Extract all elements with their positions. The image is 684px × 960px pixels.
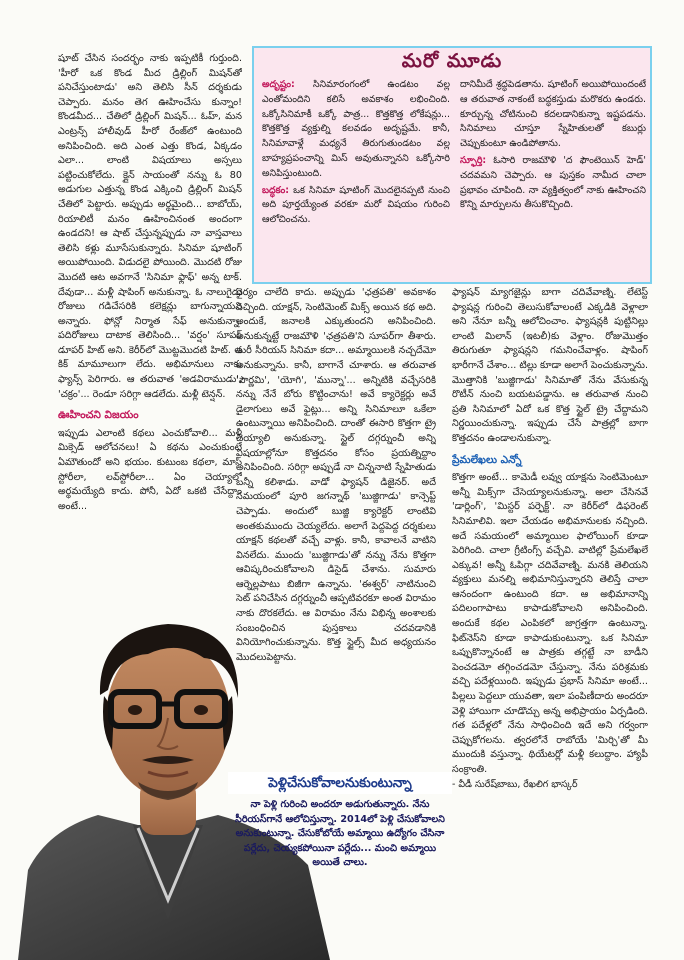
box-keyword: స్ఫూర్తి:: [460, 154, 487, 166]
sidebar-box-three-things: [252, 46, 652, 284]
box-text: ఓసారి రాజమౌళి 'ద ఫౌంటెయిన్ హెడ్' చదవమని చెప్పారు. ఆ పుస్తకం నామీద చాలా ప్రభావం చూపింది. నా వ్యక్తిత్వంలో నాకు ఊహించని కొన్ని మార్పులను తీసుకొచ్చింది.: [460, 154, 646, 211]
box-left-column: [262, 78, 450, 278]
box-keyword: బద్ధకం:: [262, 184, 290, 196]
article-column-1: [58, 52, 242, 512]
box-paragraph-luck: [262, 78, 450, 182]
box-paragraph-continued: [460, 78, 646, 152]
column2-body-paragraph: ధైర్యం చాలేది కాదు. అప్పుడు 'ఛత్రపతి' అవకాశం వచ్చింది. యాక్షన్, సెంటిమెంట్ మిక్స్ అయిన కథ అది. అందుకే, జనాలకి ఎక్కుతుందని అనిపించింది. అనుకున్నట్టే రాజమౌళి 'ఛత్రపతి'ని సూపర్‌గా తీశారు. మరీ సీరియస్ సినిమా కదా... అమ్మాయిలకి నచ్చదేమో అనుకున్నాను. కానీ, బాగానే చూశారు. ఆ తరువాత 'పౌర్ణమి', 'యోగి', 'మున్నా'... అన్నిటికి వచ్చేసరికి నన్ను నేనే బోరు కొట్టించాను! అవే క్యారెక్టర్లు అవే డైలాగులు అవే ఫైట్లు... అన్ని సినిమాలూ ఒకేలా ఉంటున్నాయి అనిపించింది. దాంతో ఈసారి కొత్తగా ట్రై చెయ్యాలి అనుకున్నా. స్టైల్ దగ్గర్నుంచీ అన్ని విషయాల్లోనూ కొత్తదనం కోసం ప్రయత్నిద్దాం అనిపించింది. సరిగ్గా అప్పుడే నా చిన్ననాటి స్నేహితుడు బన్నీ కలిశాడు. వాడో ఫ్యాషన్ డిజైనర్. అదే సమయంలో పూరి జగన్నాథ్ 'బుజ్జిగాడు' కాన్సెప్ట్ చెప్పాడు. అందులో బుజ్జి క్యారెక్టర్ లాంటివి అంతకుముందు చెయ్యలేదు. అలాగే పెద్దపెద్ద దర్శకులు యాక్షన్ కథలతో వచ్చే వాళ్లు. కానీ, కావాలనే వాటిని వినలేదు. ముందు 'బుజ్జిగాడు'తో నన్ను నేను కొత్తగా ఆవిష్కరించుకోవాలని డిసైడ్ చేశాను. సుమారు ఆర్నెల్లపాటు బిజీగా ఉన్నాను. 'ఈశ్వర్' నాటినుంచి సెట్ పనిచేసిన దగ్గర్నుంచీ ఆప్పటివరకూ అంత విరామం నాకు దొరకలేదు. ఆ విరామం నేను విభిన్న అంశాలకు సంబంధించిన పుస్తకాలు చదవడానికి వినియోగించుకున్నాను. కొత్త స్టైల్స్ మీద అధ్యయనం మొదలుపెట్టాను.: [236, 287, 436, 663]
box-keyword: అదృష్టం:: [262, 79, 295, 90]
article-column-3: [452, 286, 648, 896]
box-paragraph-inspiration: [460, 154, 646, 213]
column1-subheading: ఊహించని విజయం: [58, 409, 139, 422]
box-text: ఒక సినిమా షూటింగ్ మొదలైనప్పటి నుంచి అది పూర్తయ్యేంత వరకూ మరో విషయం గురించి ఆలోచించను.: [262, 184, 450, 226]
marriage-box-text: [232, 798, 448, 871]
marriage-quote-box: [228, 772, 452, 900]
box-paragraph-laziness: [262, 184, 450, 228]
column1-body-paragraph: ఇప్పుడు ఎలాంటి కథలు ఎంచుకోవాలి... మళ్లీ మిక్సెడ్ ఆలోచనలు! ఏ కథను ఎంచుకుంటే ఏమౌతుందో అని భయం. కుటుంబ కథలా, మాస్ స్టోరీలా, లవ్‌స్టోరీలా... ఏం చెయ్యాలో అర్థమయ్యేది కాదు. పోనీ, ఏదో ఒకటి చేసేద్దాం అంటే...: [58, 427, 242, 512]
marriage-box-title: పెళ్లిచేసుకోవాలనుకుంటున్నా: [228, 772, 452, 794]
box-title: మరో మూడు: [401, 50, 503, 72]
marriage-quote: నా పెళ్లి గురించి అందరూ అడుగుతున్నారు. నేను సీరియస్‌గానే ఆలోచిస్తున్నా. 2014లో పెళ్లి చేసుకోవాలని అనుకుంటున్నా. చేసుకోబోయే అమ్మాయి ఉద్యోగం చేసినా పర్లేదు, చెయ్యకపోయినా పర్లేదు... మంచి అమ్మాయి అయితే చాలు.: [235, 799, 445, 868]
column3-body-paragraph: కొత్తగా అంటే... కామెడీ లవ్వు యాక్షను సెంటిమెంటూ అన్నీ మిక్స్‌గా చేసెయ్యాలనుకున్నా. అలా చేసినవే 'డార్లింగ్', 'మిస్టర్ పర్ఫెక్ట్'. నా కెరీర్‌లో డిఫరెంట్ సినిమాలివి. ఇలా చేయడం అభిమానులకు నచ్చింది. అదే సమయంలో అమ్మాయిల ఫాలోయింగ్ కూడా పెరిగింది. చాలా గ్రీటింగ్స్ వచ్చేవి. వాటిల్లో ప్రేమలేఖలే ఎక్కువ! అన్నీ ఓపిగ్గా చదివేవాణ్ని. మనకి తెలియని వ్యక్తులు మనల్ని అభిమానిస్తున్నారని తెలిస్తే చాలా ఆనందంగా ఉంటుంది కదా. ఆ అభిమానాన్ని పదిలంగాపాటు కాపాడుకోవాలని అనిపించింది. అందుకే కథల ఎంపికలో జాగ్రత్తగా ఉంటున్నా. ఫిట్‌నెస్‌ని కూడా కాపాడుకుంటున్నా. ఒక సినిమా ఒప్పుకొన్నానంటే ఆ పాత్రకు తగ్గట్టే నా బాడీని పెంచడమో తగ్గించడమో చేస్తున్నా. నేను పరిశ్రమకు వచ్చి పదేళ్లయింది. ఇప్పుడు ప్రభాస్ సినిమా అంటే... పిల్లలు పెద్దలూ యువతా, ఇలా పంపిణీదారు అందరూ వెళ్లి హాయిగా చూడొచ్చు అన్న అభిప్రాయం ఏర్పడింది. గత పదేళ్లలో నేను సాధించింది ఇదే అని గర్వంగా చెప్పుకోగలను. త్వరలోనే రాబోయే 'మిర్చి'తో మీ ముందుకి వస్తున్నా. థియేటర్లో మళ్లీ కలుద్దాం. హ్యాపీ సంక్రాంతి.: [452, 472, 648, 775]
box-text: దానిమీదే శ్రద్ధపెడతాను. షూటింగ్ అయిపోయిందంటే ఆ తరువాత నాకంటే బద్ధకస్తుడు మరొకరు ఉండరు. కూర్చున్న చోటినుంచి కదలడానికున్నా ఇష్టపడను. సినిమాలు చూస్తూ స్నేహితులతో కబుర్లు చెప్పుకుంటూ ఉండిపోతాను.: [460, 79, 646, 150]
column3-intro-paragraph: ఫ్యాషన్ మ్యాగజైన్లు బాగా చదివేవాణ్ని. లేటెస్ట్ ఫ్యాషన్ల గురించి తెలుసుకోవాలంటే ఎక్కడికి వెళ్లాలా అని నేనూ బన్నీ ఆలోచించాం. ఫ్యాషన్లకి పుట్టినిల్లు లాంటి మిలాన్ (ఇటలీ)కు వెళ్లాం. రోజుమొత్తం తిరుగుతూ ఫ్యాషన్లని గమనించేవాళ్లం. షాపింగ్ భారీగానే చేశాం... టిల్లు కూడా అలాగే పెంచుకున్నాను. మొత్తానికి 'బుజ్జిగాడు' సినిమాతో నేను వేసుకున్న రొటీన్ నుంచి బయటపడ్డాను. ఆ తరువాత నుంచి ప్రతి సినిమాలో ఏదో ఒక కొత్త స్టైల్ ట్రై చేద్దామని నిర్ణయించుకున్నా. ఇప్పుడు చేసే పాత్రల్లో బాగా కొత్తదనం ఉండాలనుకున్నా.: [452, 287, 648, 444]
column3-subheading: ప్రేమలేఖలు ఎన్నో: [452, 453, 522, 466]
box-text: సినిమారంగంలో ఉండటం వల్ల ఎంతోమందిని కలిసే అవకాశం లభించింది. ఒక్కోసినిమాకీ ఒక్కో పాత్ర... కొత్తకొత్త లోకేషన్లు... కొత్తకొత్త వ్యక్తుల్ని కలవడం అదృష్టమే. కానీ, సినిమావాళ్లే మధ్యనే తిరుగుతుండటం వల్ల బాహ్యప్రపంచాన్ని మిస్ అవుతున్నానని ఒక్కోసారి అనిపిస్తుంటుంది.: [262, 79, 450, 179]
column1-intro-paragraph: షూట్ చేసిన సందర్భం నాకు ఇప్పటికీ గుర్తుంది. 'హీరో ఒక కొండ మీద డ్రిల్లింగ్ మిషన్‌తో పనిచేస్తుంటాడు' అని తెలిసి సీన్ దర్శకుడు చెప్పారు. మనం తెగ ఊహించేసు కున్నాం! కొండమీద... చేతిలో డ్రిల్లింగ్ మిషన్... ఓహ్, మన ఎంట్రన్స్ హాలీవుడ్ హీరో రేంజ్‌లో ఉంటుంది అనిపించింది. అది ఎంత ఎత్తు కొండ, ఏక్కడం ఎలా... లాంటి విషయాలు అస్సలు పట్టించుకోలేదు. క్లైన్ సాయంతో నన్ను ఓ 80 అడుగుల ఎత్తున్న కొండ ఎక్కించి డ్రిల్లింగ్ మిషన్ చేతిలో పెట్టారు. అప్పుడు అర్థమైంది... బాబోయ్, రియాలిటీ మనం ఊహించినంత అందంగా ఉండదని! ఆ షాట్ చేస్తున్నప్పుడు నా వాస్తవాలు తెలిసి కళ్లు మూసేసుకున్నారు. సినిమా షూటింగ్ అయిపోయింది. విడుదలై పోయింది. మొదటి రోజు మొదటి ఆట అవగానే 'సినిమా ఫ్లాఫ్' అన్న టాక్. దేవుడా... మళ్లీ షాపింగ్ అనుకున్నా. ఓ నాలుగైదు రోజులు గడిచేసరికి కలెక్షన్లు బాగున్నాయని అన్నారు. ఫోన్లో నిర్మాత సేఫ్ అనుకున్నా. పదిరోజులు దాటాక తెలిసింది... 'వర్షం' సూపర్ డూపర్ హిట్ అని. కెరీర్‌లో మొట్టమొదటి హిట్. ఆ కిక్ మామూలుగా లేదు. అభిమానులు నాకు ఫ్యాన్స్ పెరిగారు. ఆ తరువాత 'అడవిరాముడు', 'చక్రం'... రెండూ సరిగ్గా ఆడలేదు. మళ్లీ టెన్షన్.: [58, 53, 242, 400]
author-credit: - వీడీ సురేష్‌బాబు, రేఖలిగ భాస్కర్: [452, 778, 578, 790]
box-right-column: [460, 78, 646, 278]
